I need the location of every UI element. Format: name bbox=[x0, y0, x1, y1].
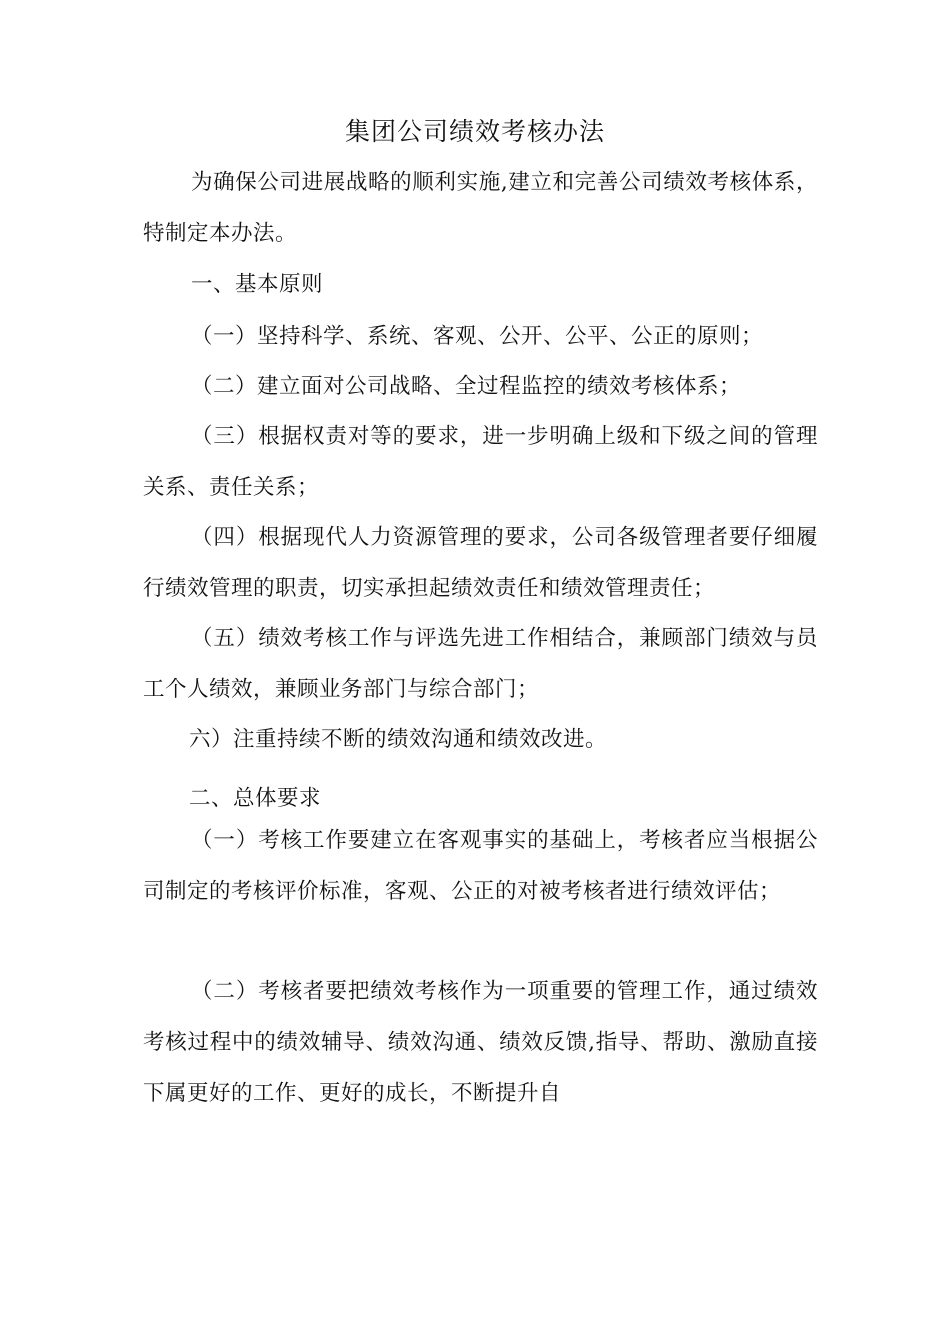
section-heading-basic-principles: 一、基本原则 bbox=[191, 272, 324, 297]
principle-item-4: （四）根据现代人力资源管理的要求，公司各级管理者要仔细履行绩效管理的职责，切实承担起绩效责任和绩效管理责任； bbox=[143, 525, 818, 601]
section-heading-general-requirements: 二、总体要求 bbox=[189, 786, 322, 811]
requirement-item-1: （一）考核工作要建立在客观事实的基础上，考核者应当根据公司制定的考核评价标准，客观、公正的对被考核者进行绩效评估； bbox=[143, 828, 818, 904]
principle-item-5: （五）绩效考核工作与评选先进工作相结合，兼顾部门绩效与员工个人绩效，兼顾业务部门与综合部门； bbox=[143, 626, 818, 702]
document-title: 集团公司绩效考核办法 bbox=[344, 117, 605, 146]
intro-paragraph: 为确保公司进展战略的顺利实施,建立和完善公司绩效考核体系，特制定本办法。 bbox=[143, 170, 818, 246]
requirement-item-2: （二）考核者要把绩效考核作为一项重要的管理工作，通过绩效考核过程中的绩效辅导、绩效沟通、绩效反馈,指导、帮助、激励直接下属更好的工作、更好的成长，不断提升自 bbox=[143, 979, 818, 1106]
principle-item-6: 六）注重持续不断的绩效沟通和绩效改进。 bbox=[189, 727, 608, 752]
principle-item-3: （三）根据权责对等的要求，进一步明确上级和下级之间的管理关系、责任关系； bbox=[143, 424, 818, 500]
principle-item-1: （一）坚持科学、系统、客观、公开、公平、公正的原则； bbox=[191, 324, 764, 349]
principle-item-2: （二）建立面对公司战略、全过程监控的绩效考核体系； bbox=[191, 374, 742, 399]
